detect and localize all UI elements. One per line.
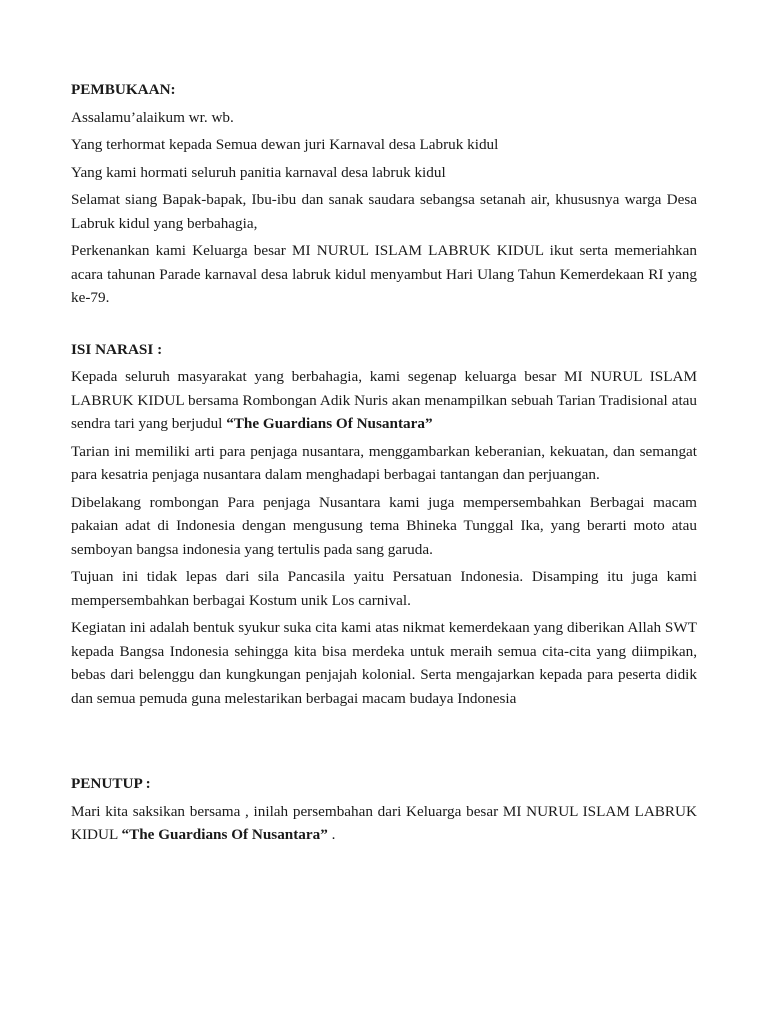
narration-paragraph-4: Tujuan ini tidak lepas dari sila Pancasila yaitu Persatuan Indonesia. Disamping itu juga kami mempersembahkan berbagai Kostum unik Los carnival. [71, 568, 697, 609]
narration-paragraph-5: Kegiatan ini adalah bentuk syukur suka cita kami atas nikmat kemerdekaan yang diberikan Allah SWT kepada Bangsa Indonesia sehingga kita bisa merdeka untuk meraih semua cita-cita yang diimpikan, bebas dari belenggu dan kungkungan penjajah kolonial. Serta mengajarkan kepada para peserta didik dan semua pemuda guna melestarikan berbagai macam budaya Indonesia [71, 619, 697, 707]
closing-paragraph [71, 800, 697, 847]
narration-paragraph-1-text: Kepada seluruh masyarakat yang berbahagia, kami segenap keluarga besar MI NURUL ISLAM LABRUK KIDUL bersama Rombongan Adik Nuris akan menampilkan sebuah Tarian Tradisional atau sendra tari yang berjudul [71, 368, 697, 432]
narration-paragraph-1 [71, 365, 697, 436]
closing-performance-title: “The Guardians Of Nusantara” [121, 826, 328, 843]
document-page [71, 78, 697, 851]
narration-heading: ISI NARASI : [71, 340, 163, 358]
respect-committee-paragraph: Yang kami hormati seluruh panitia karnaval desa labruk kidul [71, 163, 446, 181]
narration-paragraph-3: Dibelakang rombongan Para penjaga Nusantara kami juga mempersembahkan Berbagai macam pakaian adat di Indonesia dengan mengusung tema Bhineka Tunggal Ika, yang berarti moto atau semboyan bangsa indonesia yang tertulis pada sang garuda. [71, 493, 697, 558]
performance-title: “The Guardians Of Nusantara” [226, 415, 433, 432]
section-spacer [71, 314, 697, 338]
greeting-paragraph: Assalamu’alaikum wr. wb. [71, 108, 234, 126]
introduction-paragraph: Perkenankan kami Keluarga besar MI NURUL ISLAM LABRUK KIDUL ikut serta memeriahkan acara tahunan Parade karnaval desa labruk kidul menyambut Hari Ulang Tahun Kemerdekaan RI yang ke-79. [71, 242, 697, 306]
closing-heading: PENUTUP : [71, 775, 151, 792]
opening-heading: PEMBUKAAN: [71, 81, 176, 98]
respect-jury-paragraph: Yang terhormat kepada Semua dewan juri Karnaval desa Labruk kidul [71, 136, 499, 153]
closing-paragraph-end: . [327, 826, 336, 843]
section-spacer [71, 714, 697, 772]
closing-paragraph-text: Mari kita saksikan bersama , inilah persembahan dari Keluarga besar MI NURUL ISLAM LABRUK KIDUL [71, 802, 697, 843]
audience-greeting-paragraph: Selamat siang Bapak-bapak, Ibu-ibu dan sanak saudara sebangsa setanah air, khususnya warga Desa Labruk kidul yang berbahagia, [71, 191, 697, 232]
narration-paragraph-2: Tarian ini memiliki arti para penjaga nusantara, menggambarkan keberanian, kekuatan, dan semangat para kesatria penjaga nusantara dalam menghadapi berbagai tantangan dan perjuangan. [71, 442, 697, 483]
